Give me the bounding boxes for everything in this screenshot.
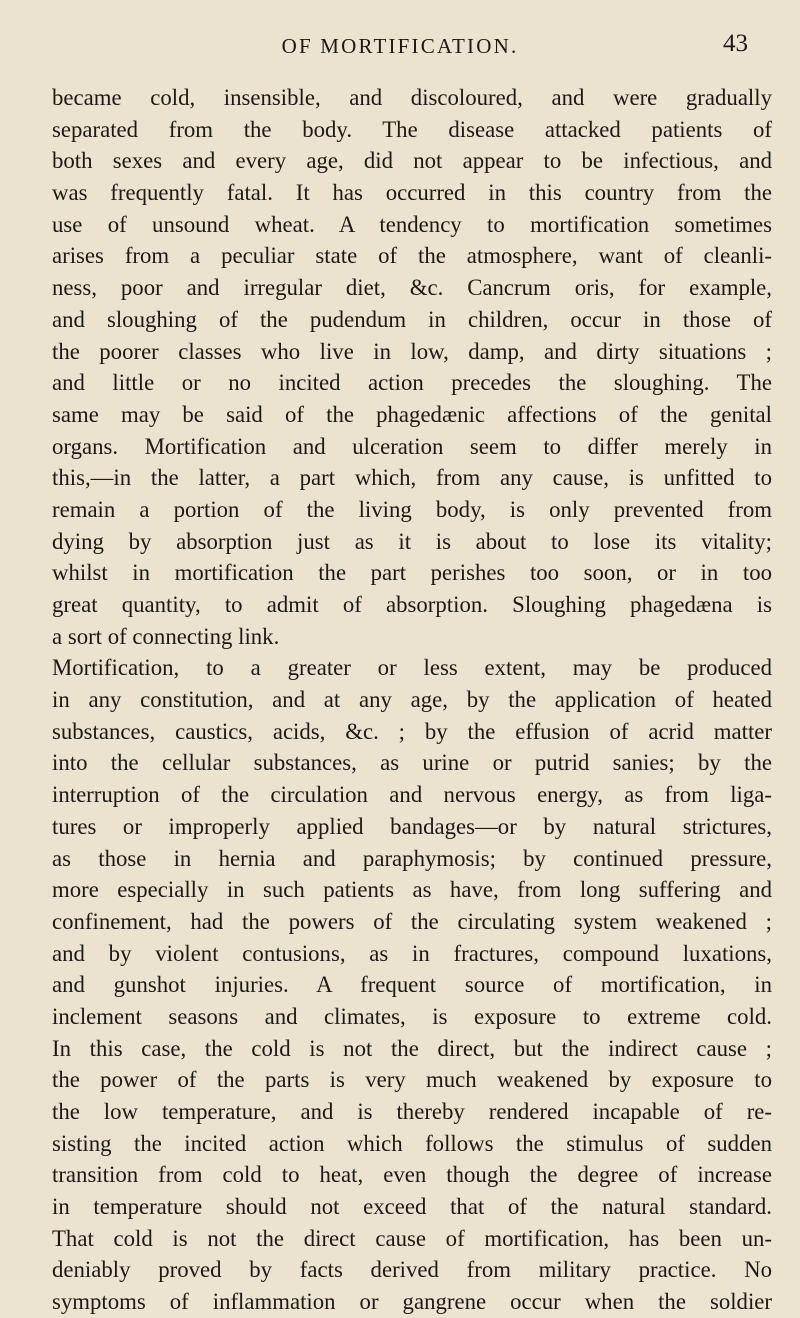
text-line: was frequently fatal. It has occurred in this country from the	[52, 180, 772, 206]
text-line: That cold is not the direct cause of mortification, has been un-	[52, 1225, 772, 1251]
text-line: the poorer classes who live in low, damp, and dirty situations ;	[52, 338, 772, 364]
text-line: and by violent contusions, as in fractures, compound luxations,	[52, 940, 772, 966]
text-line: into the cellular substances, as urine or putrid sanies; by the	[52, 750, 772, 776]
text-line: Mortification, to a greater or less extent, may be produced	[52, 655, 772, 681]
text-line: interruption of the circulation and nervous energy, as from liga-	[52, 782, 772, 808]
text-line: the low temperature, and is thereby rendered incapable of re-	[52, 1099, 772, 1124]
text-line: sisting the incited action which follows the stimulus of sudden	[52, 1130, 772, 1156]
body-text	[52, 82, 772, 1318]
text-line: and little or no incited action precedes the sloughing. The	[52, 370, 772, 396]
text-line: transition from cold to heat, even though the degree of increase	[52, 1162, 772, 1188]
text-line: tures or improperly applied bandages—or by natural strictures,	[52, 813, 772, 839]
text-line: whilst in mortification the part perishes too soon, or in too	[52, 560, 772, 586]
running-title: OF MORTIFICATION.	[281, 34, 519, 58]
text-line: as those in hernia and paraphymosis; by continued pressure,	[52, 845, 772, 871]
text-line: great quantity, to admit of absorption. Sloughing phagedæna is	[52, 592, 772, 617]
text-line: the power of the parts is very much weakened by exposure to	[52, 1067, 772, 1093]
text-line: confinement, had the powers of the circulating system weakened ;	[52, 908, 772, 934]
text-line: remain a portion of the living body, is only prevented from	[52, 496, 772, 522]
text-line: in temperature should not exceed that of the natural standard.	[52, 1194, 772, 1220]
text-line: became cold, insensible, and discoloured, and were gradually	[52, 85, 772, 110]
text-line: and gunshot injuries. A frequent source of mortification, in	[52, 972, 772, 998]
text-line: same may be said of the phagedænic affections of the genital	[52, 401, 772, 427]
text-line: ness, poor and irregular diet, &c. Cancrum oris, for example,	[52, 275, 772, 301]
running-head	[0, 28, 800, 68]
text-line: dying by absorption just as it is about to lose its vitality;	[52, 528, 772, 554]
text-line: In this case, the cold is not the direct, but the indirect cause ;	[52, 1035, 772, 1061]
text-line: and sloughing of the pudendum in children, occur in those of	[52, 306, 772, 332]
text-line: symptoms of inflammation or gangrene occur when the soldier	[52, 1289, 772, 1315]
text-line: in any constitution, and at any age, by the application of heated	[52, 687, 772, 713]
page-number: 43	[723, 30, 748, 57]
text-line: both sexes and every age, did not appear to be infectious, and	[52, 148, 772, 174]
text-line: deniably proved by facts derived from military practice. No	[52, 1257, 772, 1283]
text-line: arises from a peculiar state of the atmosphere, want of cleanli-	[52, 243, 772, 269]
text-line: this,—in the latter, a part which, from any cause, is unfitted to	[52, 465, 772, 491]
text-line: more especially in such patients as have, from long suffering and	[52, 877, 772, 903]
text-line: use of unsound wheat. A tendency to mortification sometimes	[52, 211, 772, 237]
text-line: separated from the body. The disease attacked patients of	[52, 116, 772, 142]
text-line: inclement seasons and climates, is exposure to extreme cold.	[52, 1003, 772, 1029]
text-line: a sort of connecting link.	[52, 623, 280, 649]
text-line: organs. Mortification and ulceration seem to differ merely in	[52, 433, 772, 459]
text-line: substances, caustics, acids, &c. ; by the effusion of acrid matter	[52, 718, 772, 744]
